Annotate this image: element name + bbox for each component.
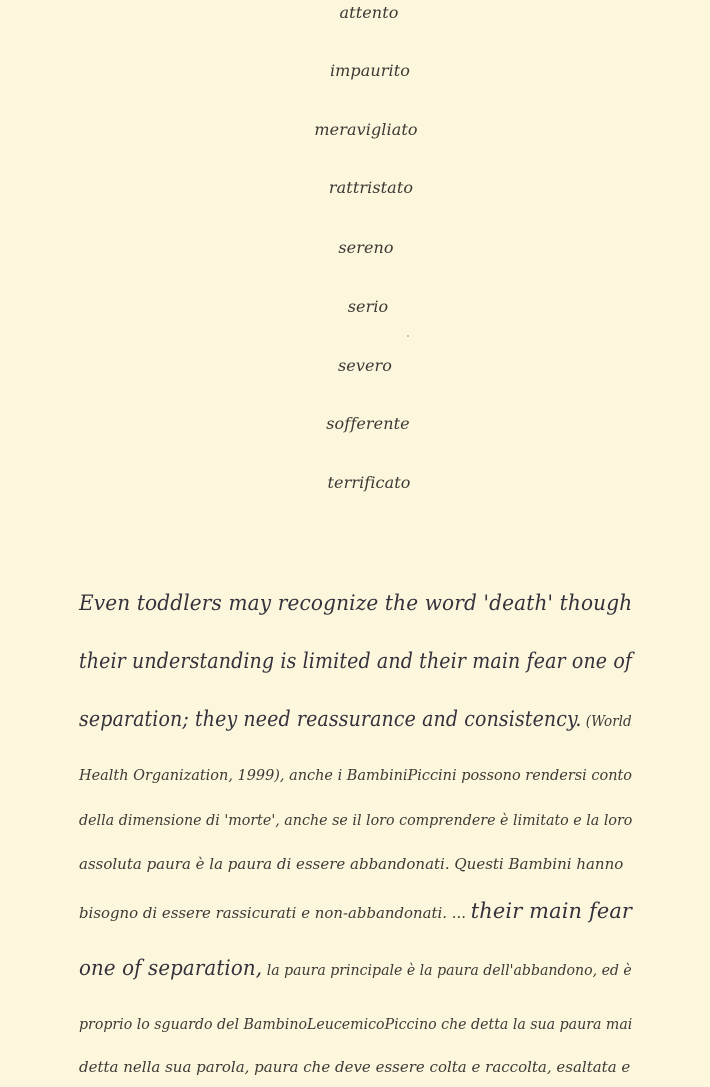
- paragraph-line: [79, 649, 632, 673]
- emotion-word: meravigliato: [314, 120, 418, 139]
- body-text: detta nella sua parola, paura che deve essere colta e raccolta, esaltata e: [79, 1058, 631, 1076]
- body-text: bisogno di essere rassicurati e non-abbandonati. ...: [79, 904, 471, 922]
- paragraph-line: [79, 766, 632, 784]
- paragraph-line: [79, 1058, 630, 1076]
- paragraph-line: [79, 811, 632, 829]
- emotion-word: impaurito: [329, 61, 411, 80]
- body-text: la paura principale è la paura dell'abbandono, ed è: [262, 961, 632, 979]
- emotion-word: attento: [339, 3, 399, 22]
- body-text: assoluta paura è la paura di essere abbandonati. Questi Bambini hanno: [79, 855, 624, 873]
- paper-speck: [407, 335, 409, 337]
- body-text: della dimensione di 'morte', anche se il loro comprendere è limitato e la loro: [79, 811, 633, 829]
- body-text: Health Organization, 1999), anche i BambiniPiccini possono rendersi conto: [79, 766, 633, 784]
- quote-text: their understanding is limited and their main fear one of: [79, 649, 633, 673]
- paragraph-line: [79, 855, 623, 873]
- body-text: proprio lo sguardo del BambinoLeucemicoPiccino che detta la sua paura mai: [79, 1015, 633, 1033]
- quote-text: separation; they need reassurance and consistency.: [79, 707, 582, 731]
- emotion-word: severo: [337, 356, 393, 375]
- paragraph-line: [79, 1015, 632, 1033]
- paragraph-line: [79, 899, 632, 923]
- quote-text: their main fear: [470, 899, 633, 923]
- paragraph-line: [79, 707, 632, 731]
- emotion-word: sofferente: [326, 414, 410, 433]
- quote-text: Even toddlers may recognize the word 'death' though: [79, 591, 633, 615]
- citation-text: (World: [581, 712, 632, 730]
- paragraph-line: [79, 956, 632, 980]
- quote-text: one of separation,: [79, 956, 263, 980]
- emotion-word: rattristato: [328, 178, 414, 197]
- emotion-word: terrificato: [327, 473, 411, 492]
- emotion-word: serio: [347, 297, 389, 316]
- emotion-word: sereno: [338, 238, 394, 257]
- paragraph-line: [79, 591, 632, 615]
